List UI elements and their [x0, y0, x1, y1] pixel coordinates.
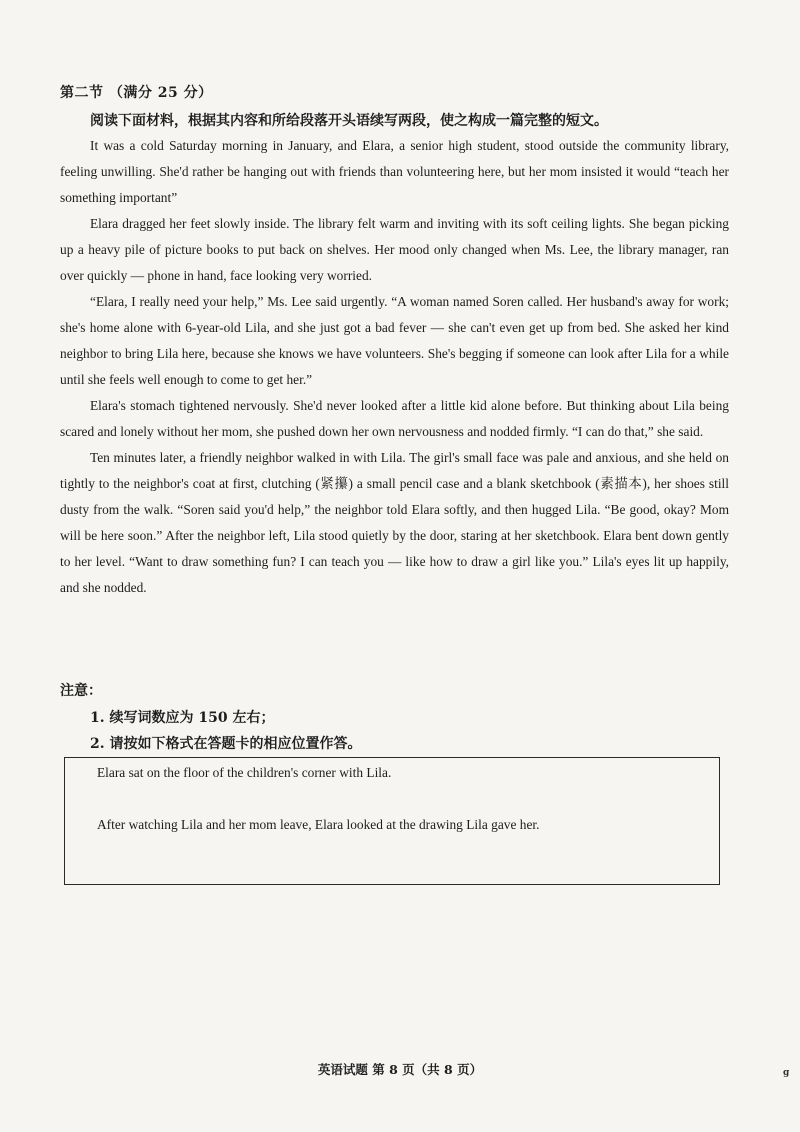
passage-paragraph-4: Elara's stomach tightened nervously. She'd never looked after a little kid alone before. But thinking about Lila being scared and lonely without her mom, she pushed down her own nervousness and nodded firmly. “I can do that,” she said. [60, 398, 729, 439]
instruction-text: 阅读下面材料，根据其内容和所给段落开头语续写两段，使之构成一篇完整的短文。 [90, 113, 608, 129]
reading-passage [60, 133, 729, 601]
section-title: 第二节 （满分 25 分） [60, 85, 213, 101]
note-item-1: 1. 续写词数应为 150 左右； [90, 710, 275, 726]
paragraph-starter-2: After watching Lila and her mom leave, Elara looked at the drawing Lila gave her. [97, 817, 540, 832]
note-item-2: 2. 请按如下格式在答题卡的相应位置作答。 [90, 736, 362, 752]
corner-mark: g [783, 1068, 790, 1078]
passage-paragraph-3: “Elara, I really need your help,” Ms. Lee said urgently. “A woman named Soren called. Her husband's away for work; she's home alone with 6-year-old Lila, and she just got a bad fever — she can't even get up from bed. She asked her kind neighbor to bring Lila here, because she knows we have volunteers. She's begging if someone can look after Lila for a while until she feels well enough to come to get her.” [60, 294, 729, 387]
answer-format-box [64, 757, 720, 885]
passage-paragraph-2: Elara dragged her feet slowly inside. The library felt warm and inviting with its soft ceiling lights. She began picking up a heavy pile of picture books to put back on shelves. Her mood only changed when Ms. Lee, the library manager, ran over quickly — phone in hand, face looking very worried. [60, 216, 729, 283]
notes-list [90, 705, 362, 757]
notes-heading: 注意： [60, 683, 102, 699]
paragraph-starter-1: Elara sat on the floor of the children's corner with Lila. [97, 765, 392, 780]
passage-paragraph-5: Ten minutes later, a friendly neighbor walked in with Lila. The girl's small face was pale and anxious, and she held on tightly to the neighbor's coat at first, clutching (紧攥) a small pencil case and a blank sketchbook (素描本), her shoes still dusty from the walk. “Soren said you'd help,” the neighbor told Elara softly, and then hugged Lila. “Be good, okay? Mom will be here soon.” After the neighbor left, Lila stood quietly by the door, staring at her sketchbook. Elara bent down gently to her level. “Want to draw something fun? I can teach you — like how to draw a girl like you.” Lila's eyes lit up happily, and she nodded. [60, 450, 729, 595]
page-footer: 英语试题 第 8 页（共 8 页） [317, 1062, 483, 1077]
passage-paragraph-1: It was a cold Saturday morning in January, and Elara, a senior high student, stood outside the community library, feeling unwilling. She'd rather be hanging out with friends than volunteering here, but her mom insisted it would “teach her something important” [60, 138, 729, 205]
